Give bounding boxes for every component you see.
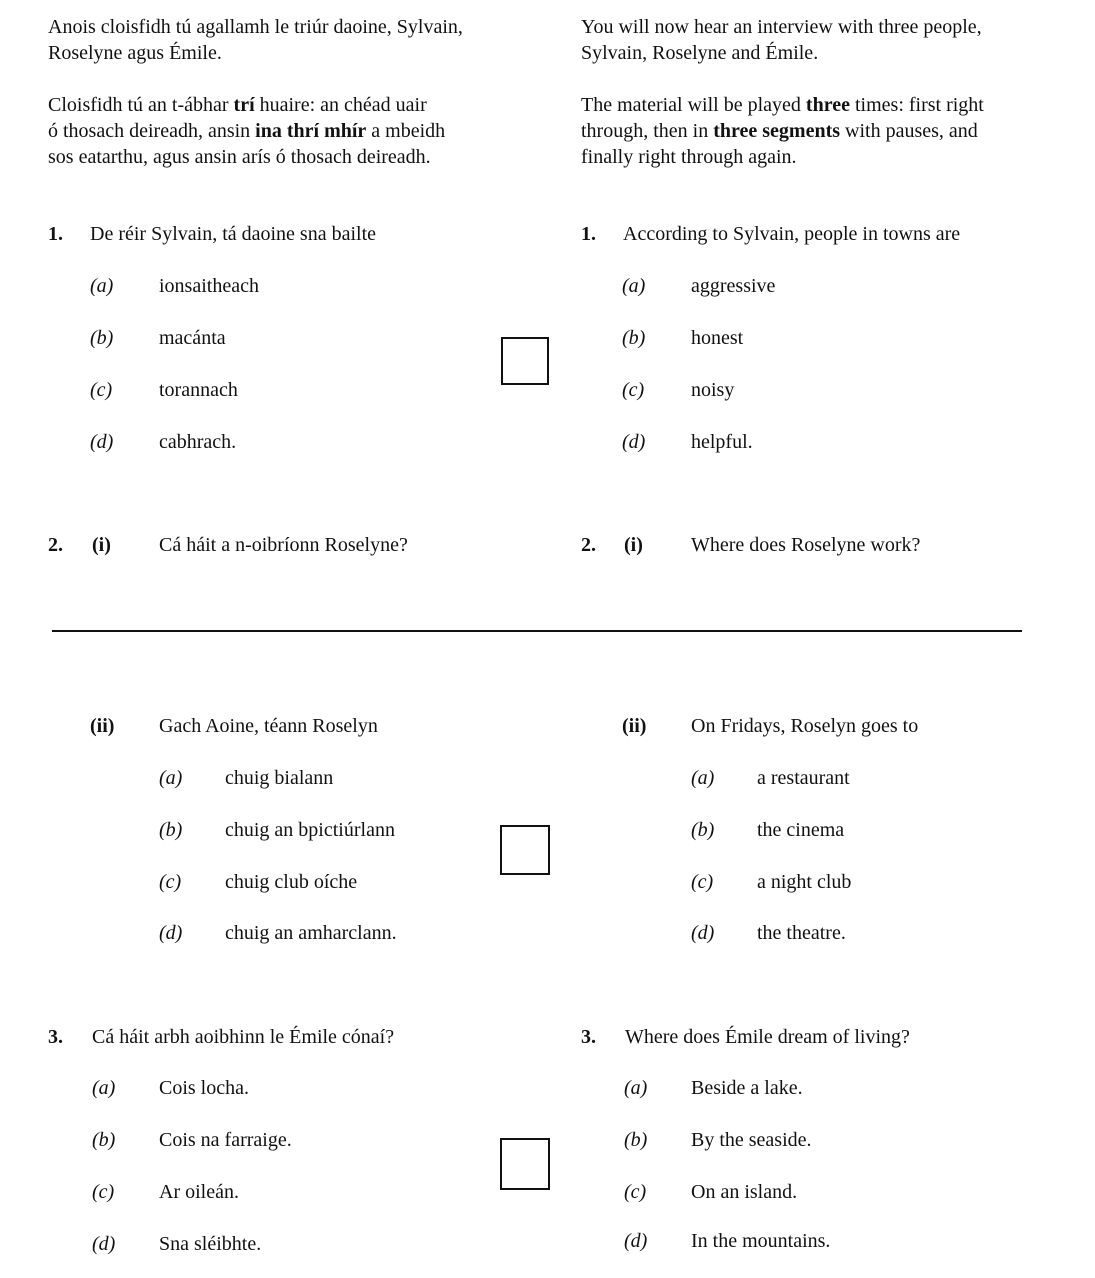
q2-part-ii-stem-irish: Gach Aoine, téann Roselyn (159, 715, 378, 737)
q1-answer-box[interactable] (501, 337, 549, 385)
q2-irish-option-letter: (c) (159, 871, 182, 893)
q1-english-option-text: noisy (691, 379, 735, 401)
intro-irish-p2-mid: huaire: an chéad uair (254, 94, 427, 116)
q3-english-option-text: On an island. (691, 1181, 798, 1203)
q2-irish-option-letter: (b) (159, 819, 183, 841)
q3-english-option-text: In the mountains. (691, 1230, 831, 1252)
q1-irish-option-text: macánta (159, 327, 226, 349)
intro-english-line-2: Sylvain, Roselyne and Émile. (581, 42, 819, 64)
q1-number-irish: 1. (48, 223, 63, 245)
q3-irish-option-text: Cois na farraige. (159, 1129, 292, 1151)
q2-english-option-text: the cinema (757, 819, 845, 841)
intro-english-paragraph-1 (581, 14, 982, 66)
intro-english-p2-bold-three: three (805, 94, 850, 116)
q1-irish-option-letter: (d) (90, 431, 114, 453)
q1-irish-option-text: ionsaitheach (159, 275, 259, 297)
q2-part-i-irish: Cá háit a n-oibríonn Roselyne? (159, 534, 408, 556)
q1-stem-english: According to Sylvain, people in towns are (623, 223, 961, 245)
q1-irish-option-text: torannach (159, 379, 238, 401)
q2-english-option-letter: (b) (691, 819, 715, 841)
q2-irish-option-text: chuig bialann (225, 767, 334, 789)
intro-english-p2-pre: The material will be played (581, 94, 806, 116)
q3-irish-option-letter: (c) (92, 1181, 115, 1203)
intro-irish-p2-pre: Cloisfidh tú an t-ábhar (48, 94, 234, 116)
q1-english-option-text: honest (691, 327, 744, 349)
q2-english-option-letter: (c) (691, 871, 714, 893)
q1-english-option-letter: (d) (622, 431, 646, 453)
q1-number-english: 1. (581, 223, 596, 245)
q3-english-option-text: By the seaside. (691, 1129, 812, 1151)
q2-irish-option-text: chuig an bpictiúrlann (225, 819, 395, 841)
q1-english-option-letter: (a) (622, 275, 646, 297)
q3-irish-option-text: Cois locha. (159, 1077, 249, 1099)
q3-number-irish: 3. (48, 1026, 63, 1048)
q1-irish-option-letter: (c) (90, 379, 113, 401)
intro-irish-p2-bold-tri: trí (233, 94, 255, 116)
q2-english-option-letter: (d) (691, 922, 715, 944)
q3-irish-option-text: Ar oileán. (159, 1181, 239, 1203)
q1-irish-option-letter: (b) (90, 327, 114, 349)
q2-part-ii-label-irish: (ii) (90, 715, 115, 737)
q3-irish-option-text: Sna sléibhte. (159, 1233, 262, 1255)
q1-irish-option-letter: (a) (90, 275, 114, 297)
q2-english-option-text: a night club (757, 871, 852, 893)
q3-answer-box[interactable] (500, 1138, 550, 1190)
q1-english-option-letter: (b) (622, 327, 646, 349)
q1-english-option-text: helpful. (691, 431, 753, 453)
q2-part-ii-stem-english: On Fridays, Roselyn goes to (691, 715, 919, 737)
q2-english-option-letter: (a) (691, 767, 715, 789)
intro-irish-paragraph-1 (48, 14, 463, 66)
intro-english-p2-bold-segments: three segments (713, 120, 841, 142)
q2-number-english: 2. (581, 534, 596, 556)
q3-english-option-letter: (c) (624, 1181, 647, 1203)
q1-english-option-letter: (c) (622, 379, 645, 401)
intro-irish-line-2: Roselyne agus Émile. (48, 42, 222, 64)
q3-english-option-text: Beside a lake. (691, 1077, 803, 1099)
intro-irish-p2-bold-segments: ina thrí mhír (255, 120, 367, 142)
q3-irish-option-letter: (a) (92, 1077, 116, 1099)
q3-irish-option-letter: (d) (92, 1233, 116, 1255)
q3-english-option-letter: (a) (624, 1077, 648, 1099)
intro-english-paragraph-2 (581, 92, 984, 170)
intro-english-p2-line2-post: with pauses, and (840, 120, 978, 142)
q2-irish-option-letter: (a) (159, 767, 183, 789)
q1-irish-option-text: cabhrach. (159, 431, 237, 453)
q3-english-option-letter: (d) (624, 1230, 648, 1252)
intro-irish-p2-line-3: sos eatarthu, agus ansin arís ó thosach deireadh. (48, 146, 431, 168)
q3-english-option-letter: (b) (624, 1129, 648, 1151)
intro-english-p2-line-3: finally right through again. (581, 146, 797, 168)
intro-irish-p2-line2-pre: ó thosach deireadh, ansin (48, 120, 256, 142)
intro-irish-p2-line2-post: a mbeidh (366, 120, 446, 142)
q2-part-i-english: Where does Roselyne work? (691, 534, 921, 556)
q3-irish-option-letter: (b) (92, 1129, 116, 1151)
q2-part-i-label-irish: (i) (92, 534, 111, 556)
q2-english-option-text: the theatre. (757, 922, 846, 944)
intro-english-p2-mid: times: first right (849, 94, 984, 116)
q2-irish-option-text: chuig club oíche (225, 871, 358, 893)
q2-part-ii-label-english: (ii) (622, 715, 647, 737)
intro-english-p2-line2-pre: through, then in (581, 120, 714, 142)
q2-number-irish: 2. (48, 534, 63, 556)
q2-irish-option-text: chuig an amharclann. (225, 922, 397, 944)
q3-stem-english: Where does Émile dream of living? (625, 1026, 910, 1048)
q3-number-english: 3. (581, 1026, 596, 1048)
q2-irish-option-letter: (d) (159, 922, 183, 944)
q1-stem-irish: De réir Sylvain, tá daoine sna bailte (90, 223, 377, 245)
q2-answer-box[interactable] (500, 825, 550, 875)
intro-english-line-1: You will now hear an interview with three people, (581, 16, 982, 38)
q2-answer-line[interactable] (52, 630, 1022, 632)
q3-stem-irish: Cá háit arbh aoibhinn le Émile cónaí? (92, 1026, 395, 1048)
q1-english-option-text: aggressive (691, 275, 776, 297)
intro-irish-line-1: Anois cloisfidh tú agallamh le triúr daoine, Sylvain, (48, 16, 463, 38)
q2-part-i-label-english: (i) (624, 534, 643, 556)
intro-irish-paragraph-2 (48, 92, 445, 170)
q2-english-option-text: a restaurant (757, 767, 850, 789)
